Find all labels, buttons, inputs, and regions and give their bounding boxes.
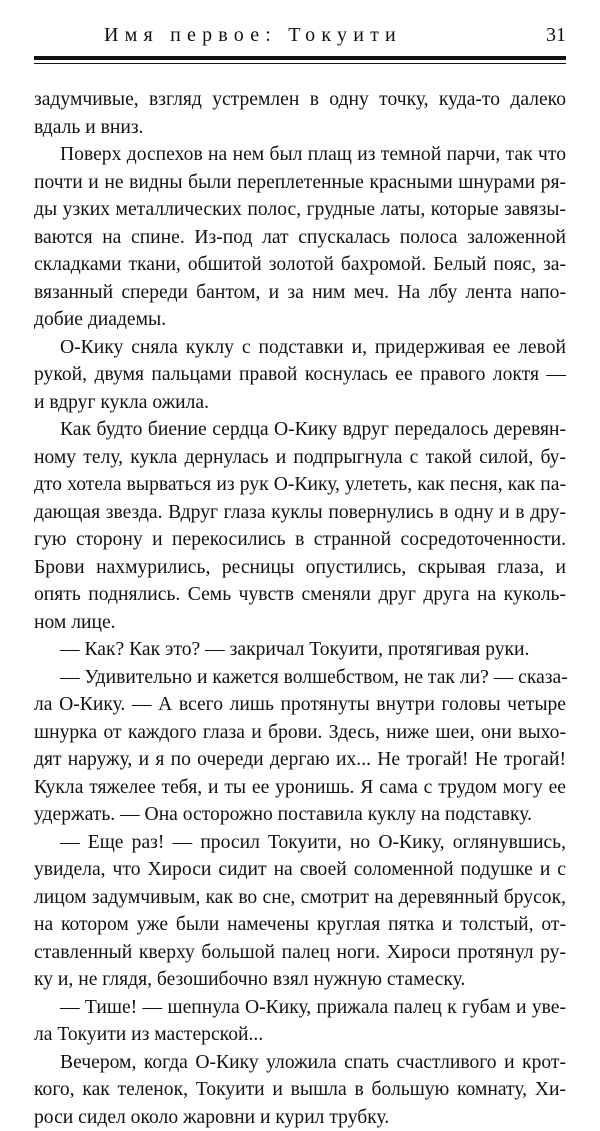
text-line: опять поднялись. Семь чувств сменяли друг друга на куколь- — [34, 581, 566, 609]
text-line: Брови нахмурились, ресницы опустились, скрывая глаза, и — [34, 554, 566, 582]
text-line: — Еще раз! — просил Токуити, но О-Кику, оглянувшись, — [34, 829, 566, 857]
text-line: ды узких металлических полос, грудные латы, которые завязы- — [34, 196, 566, 224]
text-line: и вдруг кукла ожила. — [34, 389, 566, 417]
text-line: ку и, не глядя, безошибочно взял нужную стамеску. — [34, 966, 566, 994]
text-line: вдаль и вниз. — [34, 114, 566, 142]
text-line: вязанный спереди бантом, и за ним меч. На лбу лента напо- — [34, 279, 566, 307]
text-line: Как будто биение сердца О-Кику вдруг передалось деревян- — [34, 416, 566, 444]
text-line: Поверх доспехов на нем был плащ из темной парчи, так что — [34, 141, 566, 169]
text-line: ла Токуити из мастерской... — [34, 1021, 566, 1049]
text-line: дающая звезда. Вдруг глаза куклы повернулись в одну и в дру- — [34, 499, 566, 527]
text-line: добие диадемы. — [34, 306, 566, 334]
text-line: Вечером, когда О-Кику уложила спать счастливого и крот- — [34, 1049, 566, 1077]
running-title: Имя первое: Токуити — [104, 24, 402, 47]
header-rule-thin — [34, 63, 566, 64]
running-header — [34, 22, 566, 52]
text-line: складками ткани, обшитой золотой бахромой. Белый пояс, за- — [34, 251, 566, 279]
text-line: рукой, двумя пальцами правой коснулась ее правого локтя — — [34, 361, 566, 389]
text-line: почти и не видны были переплетенные красными шнурами ря- — [34, 169, 566, 197]
header-rule-thick — [34, 56, 566, 60]
text-line: — Как? Как это? — закричал Токуити, протягивая руки. — [34, 636, 566, 664]
text-line: гую сторону и перекосились в странной сосредоточенности. — [34, 526, 566, 554]
text-line: лицом задумчивым, как во сне, смотрит на деревянный брусок, — [34, 884, 566, 912]
text-line: Кукла тяжелее тебя, и ты ее уронишь. Я сама с трудом могу ее — [34, 774, 566, 802]
text-line: дят наружу, и я по очереди дергаю их... Не трогай! Не трогай! — [34, 746, 566, 774]
text-line: — Удивительно и кажется волшебством, не так ли? — сказа- — [34, 664, 566, 692]
body-text — [34, 86, 566, 1131]
text-line: ла О-Кику. — А всего лишь протянуты внутри головы четыре — [34, 691, 566, 719]
text-line: удержать. — Она осторожно поставила куклу на подставку. — [34, 801, 566, 829]
text-line: ставленный кверху большой палец ноги. Хироси протянул ру- — [34, 939, 566, 967]
text-line: шнурка от каждого глаза и брови. Здесь, ниже шеи, они выхо- — [34, 719, 566, 747]
text-line: О-Кику сняла куклу с подставки и, придерживая ее левой — [34, 334, 566, 362]
text-line: ном лице. — [34, 609, 566, 637]
text-line: ваются на спине. Из-под лат спускалась полоса заложенной — [34, 224, 566, 252]
text-line: увидела, что Хироси сидит на своей соломенной подушке и с — [34, 856, 566, 884]
text-line: дто хотела вырваться из рук О-Кику, улететь, как песня, как па- — [34, 471, 566, 499]
text-line: на котором уже были намечены круглая пятка и толстый, от- — [34, 911, 566, 939]
text-line: роси сидел около жаровни и курил трубку. — [34, 1104, 566, 1131]
text-line: кого, как теленок, Токуити и вышла в большую комнату, Хи- — [34, 1076, 566, 1104]
text-line: задумчивые, взгляд устремлен в одну точку, куда-то далеко — [34, 86, 566, 114]
page-number: 31 — [546, 24, 566, 47]
text-line: ному телу, кукла дернулась и подпрыгнула с такой силой, бу- — [34, 444, 566, 472]
text-line: — Тише! — шепнула О-Кику, прижала палец к губам и уве- — [34, 994, 566, 1022]
